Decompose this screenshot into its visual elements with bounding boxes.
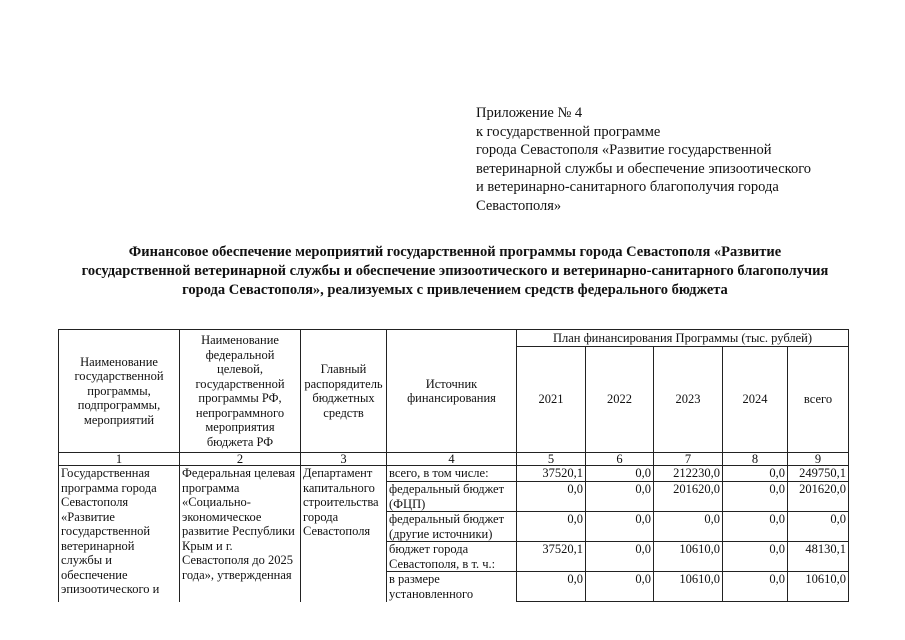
title-line: государственной ветеринарной службы и обеспечение эпизоотического и ветеринарно-санитарного благополучия: [81, 263, 829, 279]
value-cell: 0,0: [586, 542, 654, 572]
col-number: 2: [180, 453, 301, 466]
header-year: 2023: [654, 347, 723, 453]
source-cell: в размере установленного: [387, 572, 517, 602]
value-cell: 10610,0: [654, 572, 723, 602]
value-cell: 0,0: [723, 572, 788, 602]
title-line: города Севастополя», реализуемых с привлечением средств федерального бюджета: [182, 282, 728, 298]
value-cell: 201620,0: [788, 482, 849, 512]
value-cell: 10610,0: [654, 542, 723, 572]
value-cell: 0,0: [788, 512, 849, 542]
value-cell: 0,0: [586, 512, 654, 542]
value-cell: 37520,1: [517, 542, 586, 572]
appendix-line: Приложение № 4: [476, 105, 583, 121]
column-numbers-row: [59, 453, 849, 466]
appendix-note: [476, 104, 811, 215]
header-funding-source: Источник финансирования: [387, 330, 517, 453]
col-number: 5: [517, 453, 586, 466]
value-cell: 0,0: [586, 482, 654, 512]
col-number: 8: [723, 453, 788, 466]
value-cell: 0,0: [586, 466, 654, 482]
administrator-cell: Департамент капитального строительства города Севастополя: [301, 466, 387, 602]
header-year: 2024: [723, 347, 788, 453]
table-row: [59, 466, 849, 482]
document-title: [40, 243, 870, 300]
header-program-name: Наименование государственной программы, подпрограммы, мероприятий: [59, 330, 180, 453]
value-cell: 0,0: [586, 572, 654, 602]
title-line: Финансовое обеспечение мероприятий государственной программы города Севастополя «Развитие: [128, 244, 782, 260]
value-cell: 249750,1: [788, 466, 849, 482]
value-cell: 0,0: [723, 482, 788, 512]
value-cell: 201620,0: [654, 482, 723, 512]
appendix-line: Севастополя»: [476, 197, 562, 214]
value-cell: 0,0: [517, 512, 586, 542]
value-cell: 10610,0: [788, 572, 849, 602]
value-cell: 0,0: [723, 512, 788, 542]
value-cell: 212230,0: [654, 466, 723, 482]
header-year: 2022: [586, 347, 654, 453]
appendix-line: ветеринарной службы и обеспечение эпизоотического: [476, 160, 812, 177]
col-number: 3: [301, 453, 387, 466]
source-cell: федеральный бюджет (ФЦП): [387, 482, 517, 512]
header-administrator: Главный распорядитель бюджетных средств: [301, 330, 387, 453]
value-cell: 0,0: [723, 542, 788, 572]
appendix-line: города Севастополя «Развитие государственной: [476, 142, 772, 158]
appendix-line: к государственной программе: [476, 123, 661, 140]
financing-table: [58, 329, 849, 602]
appendix-line: и ветеринарно-санитарного благополучия города: [476, 179, 779, 195]
col-number: 9: [788, 453, 849, 466]
col-number: 6: [586, 453, 654, 466]
value-cell: 0,0: [517, 482, 586, 512]
source-cell: федеральный бюджет (другие источники): [387, 512, 517, 542]
col-number: 1: [59, 453, 180, 466]
value-cell: 0,0: [723, 466, 788, 482]
col-number: 7: [654, 453, 723, 466]
header-federal-program: Наименование федеральной целевой, государственной программы РФ, непрограммного мероприятия бюджета РФ: [180, 330, 301, 453]
value-cell: 48130,1: [788, 542, 849, 572]
federal-program-cell: Федеральная целевая программа «Социально-экономическое развитие Республики Крым и г. Севастополя до 2025 года», утвержденная: [180, 466, 301, 602]
col-number: 4: [387, 453, 517, 466]
header-total: всего: [788, 347, 849, 453]
value-cell: 0,0: [517, 572, 586, 602]
value-cell: 0,0: [654, 512, 723, 542]
header-year: 2021: [517, 347, 586, 453]
source-cell: всего, в том числе:: [387, 466, 517, 482]
program-name-cell: Государственная программа города Севастополя «Развитие государственной ветеринарной службы и обеспечение эпизоотического и: [59, 466, 180, 602]
header-plan: План финансирования Программы (тыс. рублей): [517, 330, 849, 347]
value-cell: 37520,1: [517, 466, 586, 482]
source-cell: бюджет города Севастополя, в т. ч.:: [387, 542, 517, 572]
